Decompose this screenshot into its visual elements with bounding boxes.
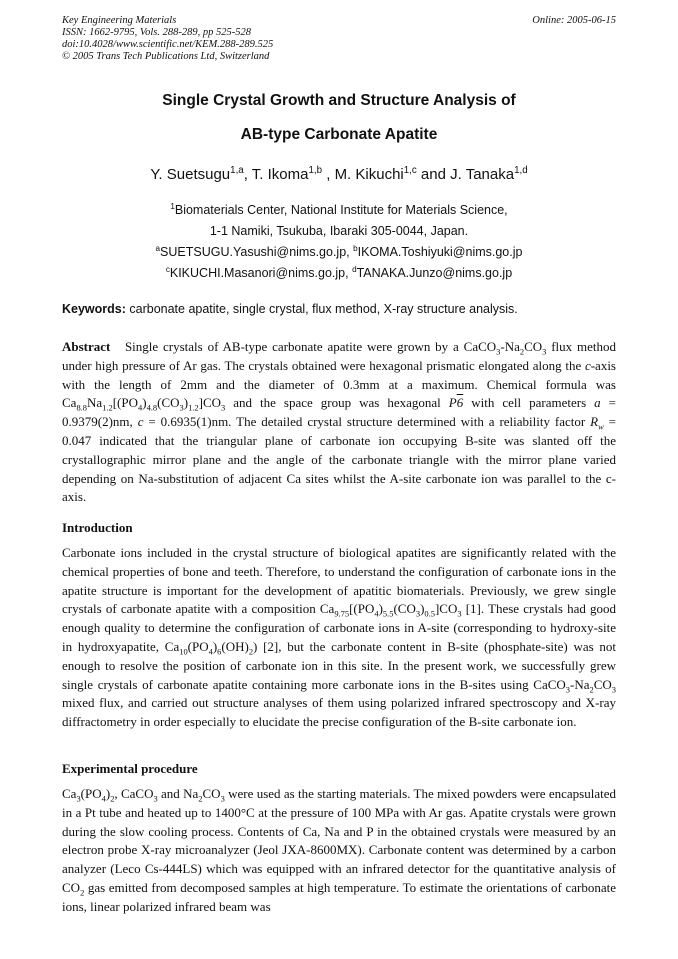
introduction-heading: Introduction <box>62 520 133 535</box>
abstract-label: Abstract <box>62 339 111 354</box>
author-affiliation-mark: 1,c <box>403 165 417 176</box>
email-link[interactable]: TANAKA.Junzo@nims.go.jp <box>356 266 513 280</box>
keywords-text: carbonate apatite, single crystal, flux method, X-ray structure analysis. <box>125 302 518 316</box>
author-list <box>0 166 678 183</box>
author-name: J. Tanaka <box>450 166 515 183</box>
online-date: Online: 2005-06-15 <box>532 15 616 26</box>
author-affiliation-mark: 1,d <box>514 165 528 176</box>
email-link[interactable]: KIKUCHI.Masanori@nims.go.jp <box>169 266 346 280</box>
email-link[interactable]: SUETSUGU.Yasushi@nims.go.jp <box>160 245 347 259</box>
journal-name: Key Engineering Materials <box>62 15 177 26</box>
author-affiliation-mark: 1,b <box>308 165 323 176</box>
author-name: M. Kikuchi <box>334 166 404 183</box>
keywords-label: Keywords: <box>62 302 126 316</box>
email-link[interactable]: IKOMA.Toshiyuki@nims.go.jp <box>357 245 523 259</box>
doi-line: doi:10.4028/www.scientific.net/KEM.288-289.525 <box>62 39 274 50</box>
affiliation-line1: $^1$Biomaterials Center, National Institute for Materials Science, <box>170 201 508 217</box>
affiliation-line2: 1-1 Namiki, Tsukuba, Ibaraki 305-0044, Japan. <box>209 224 469 238</box>
journal-header <box>62 15 273 63</box>
space-group: P <box>448 395 457 411</box>
author-separator: , <box>243 166 252 183</box>
experimental-heading: Experimental procedure <box>62 761 198 776</box>
author-name: T. Ikoma <box>251 166 309 183</box>
experimental-paragraph: $Ca_3(PO_4)_2$, CaCO$_3$ and $Na_2CO_3$ were used as the starting materials. The mixed powders were encapsulated in a Pt tube and heated up to 1400°C at the pressure of 100 MPa with Ar gas. Apatite crystals were grown during the slow cooling process. Contents of Ca, Na and P in the obtained crystals were measured by an electron probe X-ray microanalyzer (Jeol JXA-8600MX). Carbonate content was determined by a carbon analyzer (Leco Cs-444LS) which was equipped with an infrared detector for the quantitative analysis of $CO_2$ gas emitted from decomposed samples at high temperature. To estimate the orientations of carbonate ions, linear polarized infrared beam was <box>62 786 616 914</box>
author-affiliation-mark: 1,a <box>230 165 244 176</box>
keywords <box>62 302 618 316</box>
paper-title-line2: AB-type Carbonate Apatite <box>240 126 438 143</box>
introduction-paragraph: Carbonate ions included in the crystal structure of biological apatites are significantly related with the chemical properties of bone and teeth. Therefore, to understand the configuration of carbonate ions in the apatite structure is important for the development of apatitic biomaterials. Previously, we grew single crystals of carbonate apatite with a composition $Ca_{9.75}[(PO_4)_{5.5}(CO_3)_{0.5}]CO_3$ [1]. These crystals had good enough quality to determine the configuration of carbonate ions in A-site (corresponding to hydroxy-site in hydroxyapatite, $Ca_{10}(PO_4)_6(OH)_2$) [2], but the carbonate content in B-site (phosphate-site) was not enough to resolve the position of carbonate ion in this site. In the present work, we successfully grew single crystals of carbonate apatite containing more carbonate ions in the B-sites using $CaCO_3-Na_2CO_3$ mixed flux, and carried out structure analyses of them using polarized infrared spectroscopy and X-ray diffractometry in order especially to elucidate the precise configuration of the B-site carbonate ion. <box>62 545 616 730</box>
paper-title-line1: Single Crystal Growth and Structure Analysis of <box>162 92 516 109</box>
author-name: Y. Suetsugu <box>150 166 231 183</box>
issn-line: ISSN: 1662-9795, Vols. 288-289, pp 525-528 <box>62 27 251 38</box>
email-line1: $^a$SUETSUGU.Yasushi@nims.go.jp, $^b$IKOMA.Toshiyuki@nims.go.jp <box>155 243 523 259</box>
author-separator: and <box>416 166 451 183</box>
author-separator: , <box>322 166 335 183</box>
abstract-paragraph: Abstract Single crystals of AB-type carbonate apatite were grown by a $CaCO_3-Na_2CO_3$ flux method under high pressure of Ar gas. The crystals obtained were hexagonal prismatic elongated along the c-axis with the length of 2mm and the diameter of 0.3mm at a maximum. Chemical formula was $Ca_{8.8}Na_{1.2}[(PO_4)_{4.8}(CO_3)_{1.2}]CO_3$ and the space group was hexagonal P6 with cell parameters a = 0.9379(2)nm, c = 0.6935(1)nm. The detailed crystal structure determined with a reliability factor $R_w = 0.047$ indicated that the triangular plane of carbonate ion occupying B-site was slanted off the crystallographic mirror plane and the angle of the carbonate triangle with the mirror plane varied depending on Na-substitution of adjacent Ca sites whilst the A-site carbonate ion was parallel to the c-axis. <box>62 339 617 505</box>
copyright-line: © 2005 Trans Tech Publications Ltd, Switzerland <box>62 51 270 62</box>
email-line2: $^c$KIKUCHI.Masanori@nims.go.jp, $^d$TANAKA.Junzo@nims.go.jp <box>165 264 513 280</box>
